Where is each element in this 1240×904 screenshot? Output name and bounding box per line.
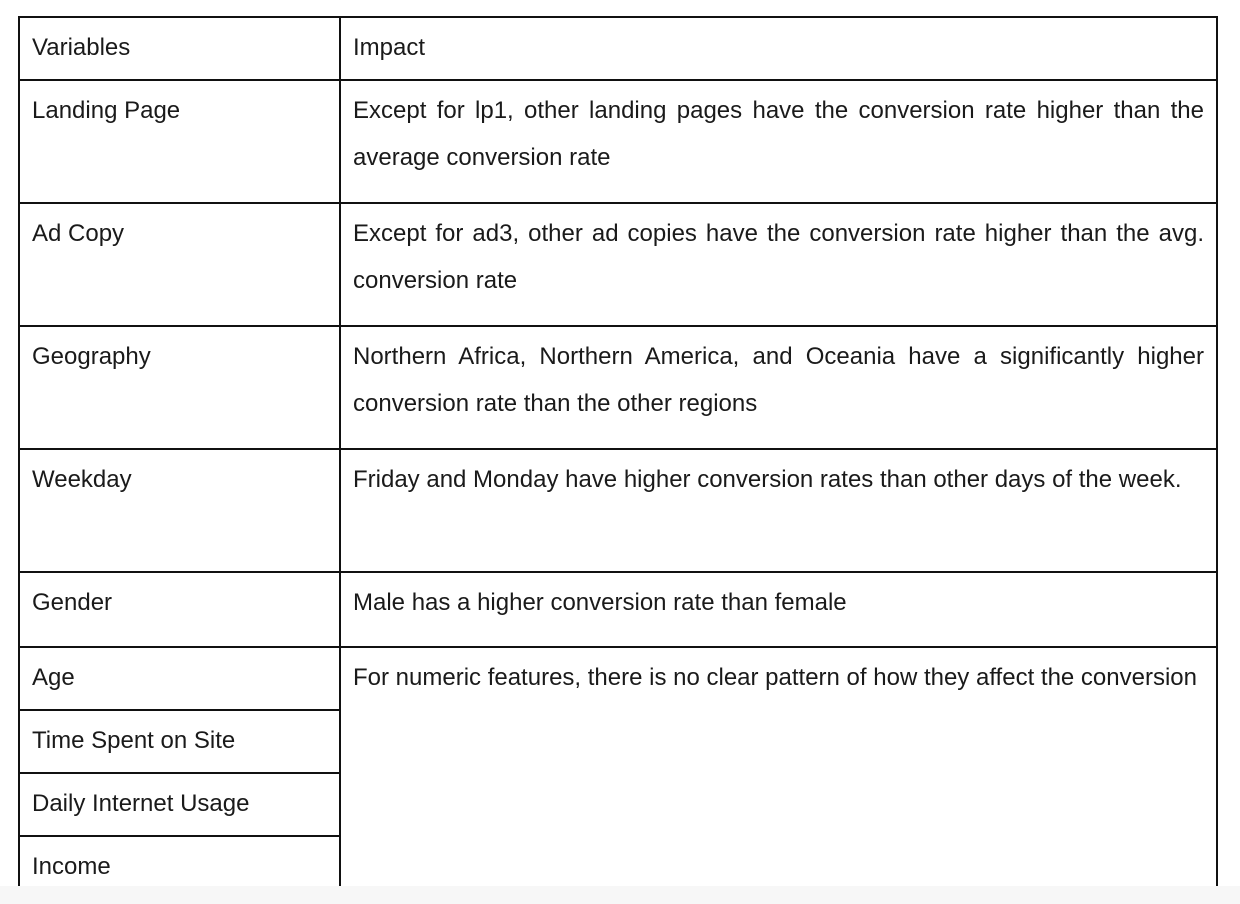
variable-cell: Gender [19, 572, 340, 647]
table-row [19, 449, 1217, 572]
variables-impact-table [18, 16, 1218, 900]
table-row [19, 572, 1217, 647]
variable-cell: Landing Page [19, 80, 340, 203]
numeric-impact-cell: For numeric features, there is no clear pattern of how they affect the conversion [340, 647, 1217, 899]
header-variables: Variables [19, 17, 340, 80]
impact-cell: Northern Africa, Northern America, and Oceania have a significantly higher conversion rate than the other regions [340, 326, 1217, 449]
variable-cell: Income [19, 836, 340, 899]
variable-cell: Daily Internet Usage [19, 773, 340, 836]
impact-cell: Except for lp1, other landing pages have the conversion rate higher than the average conversion rate [340, 80, 1217, 203]
variable-cell: Ad Copy [19, 203, 340, 326]
table-header-row [19, 17, 1217, 80]
table-row [19, 80, 1217, 203]
variable-cell: Weekday [19, 449, 340, 572]
bottom-margin [0, 886, 1240, 904]
variable-cell: Time Spent on Site [19, 710, 340, 773]
variable-cell: Age [19, 647, 340, 710]
table-row [19, 647, 1217, 710]
header-impact: Impact [340, 17, 1217, 80]
impact-cell: Male has a higher conversion rate than female [340, 572, 1217, 647]
variable-cell: Geography [19, 326, 340, 449]
impact-cell: Except for ad3, other ad copies have the conversion rate higher than the avg. conversion rate [340, 203, 1217, 326]
table-row [19, 326, 1217, 449]
impact-cell: Friday and Monday have higher conversion rates than other days of the week. [340, 449, 1217, 572]
table-row [19, 203, 1217, 326]
